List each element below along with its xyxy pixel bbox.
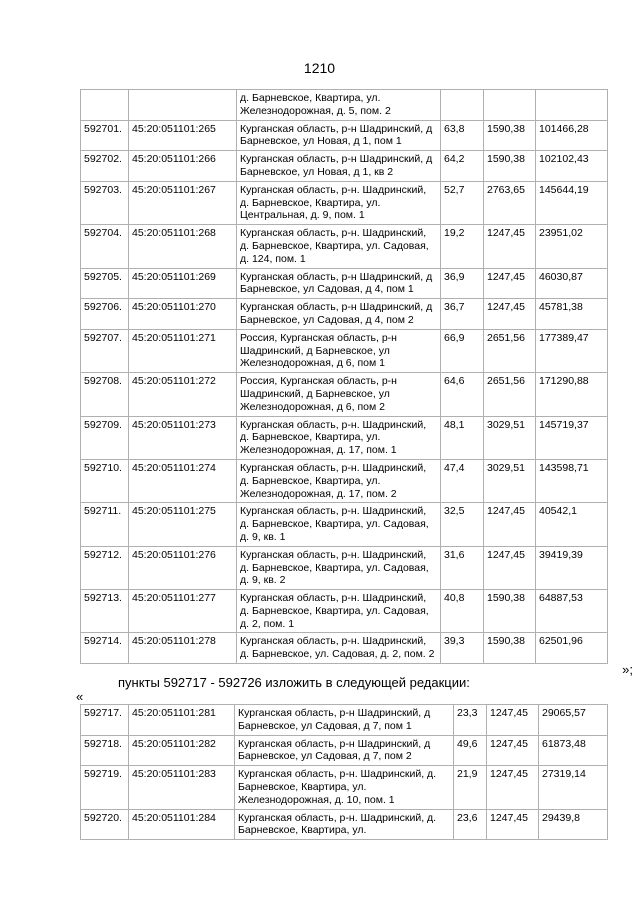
cadastral-number-cell: 45:20:051101:283 (129, 766, 235, 809)
table-row (81, 90, 608, 121)
value-cell: 29439,8 (539, 809, 608, 840)
address-cell: Курганская область, р-н Шадринский, д Барневское, ул Садовая, д 7, пом 2 (235, 735, 454, 766)
cadastral-number-cell: 45:20:051101:268 (129, 225, 237, 268)
area-cell: 32,5 (441, 503, 484, 546)
address-cell: Курганская область, р-н Шадринский, д Барневское, ул Садовая, д 4, пом 1 (237, 268, 441, 299)
row-number-cell: 592707. (81, 329, 129, 372)
row-number-cell: 592713. (81, 590, 129, 633)
area-cell: 52,7 (441, 181, 484, 224)
value-cell: 145644,19 (536, 181, 608, 224)
rate-cell: 1247,45 (484, 225, 536, 268)
row-number-cell: 592712. (81, 546, 129, 589)
cadastral-number-cell: 45:20:051101:278 (129, 633, 237, 664)
address-cell: Курганская область, р-н Шадринский, д Барневское, ул Садовая, д 4, пом 2 (237, 299, 441, 330)
area-cell: 31,6 (441, 546, 484, 589)
value-cell: 145719,37 (536, 416, 608, 459)
table-row (81, 416, 608, 459)
cadastral-table-1 (80, 89, 608, 664)
value-cell: 29065,57 (539, 705, 608, 736)
row-number-cell: 592706. (81, 299, 129, 330)
row-number-cell: 592718. (81, 735, 129, 766)
area-cell: 19,2 (441, 225, 484, 268)
address-cell: Курганская область, р-н. Шадринский, д. Барневское, ул. Садовая, д. 2, пом. 2 (237, 633, 441, 664)
table-row (81, 633, 608, 664)
cadastral-number-cell: 45:20:051101:271 (129, 329, 237, 372)
value-cell (536, 90, 608, 121)
table-row (81, 735, 608, 766)
row-number-cell: 592701. (81, 120, 129, 151)
cadastral-number-cell: 45:20:051101:265 (129, 120, 237, 151)
cadastral-number-cell: 45:20:051101:267 (129, 181, 237, 224)
row-number-cell: 592719. (81, 766, 129, 809)
address-cell: Курганская область, р-н. Шадринский, д. Барневское, Квартира, ул. Садовая, д. 9, кв. 2 (237, 546, 441, 589)
rate-cell: 2763,65 (484, 181, 536, 224)
cadastral-number-cell: 45:20:051101:277 (129, 590, 237, 633)
row-number-cell: 592720. (81, 809, 129, 840)
value-cell: 23951,02 (536, 225, 608, 268)
rate-cell: 1247,45 (487, 735, 539, 766)
area-cell: 64,6 (441, 373, 484, 416)
table-row (81, 120, 608, 151)
value-cell: 62501,96 (536, 633, 608, 664)
table-row (81, 546, 608, 589)
address-cell: Курганская область, р-н Шадринский, д Барневское, ул Новая, д 1, пом 1 (237, 120, 441, 151)
value-cell: 46030,87 (536, 268, 608, 299)
area-cell: 36,7 (441, 299, 484, 330)
address-cell: Россия, Курганская область, р-н Шадринский, д Барневское, ул Железнодорожная, д 6, пом 2 (237, 373, 441, 416)
address-cell: Россия, Курганская область, р-н Шадринский, д Барневское, ул Железнодорожная, д 6, пом 1 (237, 329, 441, 372)
rate-cell: 1247,45 (487, 809, 539, 840)
table-row (81, 373, 608, 416)
row-number-cell: 592704. (81, 225, 129, 268)
table-row (81, 151, 608, 182)
rate-cell: 1590,38 (484, 633, 536, 664)
value-cell: 45781,38 (536, 299, 608, 330)
address-cell: Курганская область, р-н. Шадринский, д. Барневское, Квартира, ул. Железнодорожная, д. 17, пом. 2 (237, 459, 441, 502)
value-cell: 102102,43 (536, 151, 608, 182)
area-cell: 47,4 (441, 459, 484, 502)
cadastral-number-cell: 45:20:051101:272 (129, 373, 237, 416)
rate-cell: 1247,45 (487, 705, 539, 736)
value-cell: 64887,53 (536, 590, 608, 633)
cadastral-number-cell: 45:20:051101:270 (129, 299, 237, 330)
value-cell: 171290,88 (536, 373, 608, 416)
rate-cell: 1247,45 (484, 268, 536, 299)
rate-cell: 1590,38 (484, 151, 536, 182)
table-row (81, 766, 608, 809)
rate-cell: 3029,51 (484, 416, 536, 459)
area-cell: 23,6 (454, 809, 487, 840)
cadastral-number-cell: 45:20:051101:266 (129, 151, 237, 182)
area-cell: 40,8 (441, 590, 484, 633)
table-row (81, 181, 608, 224)
table-row (81, 299, 608, 330)
row-number-cell: 592710. (81, 459, 129, 502)
cadastral-number-cell: 45:20:051101:269 (129, 268, 237, 299)
row-number-cell: 592702. (81, 151, 129, 182)
value-cell: 27319,14 (539, 766, 608, 809)
address-cell: Курганская область, р-н Шадринский, д Барневское, ул Садовая, д 7, пом 1 (235, 705, 454, 736)
area-cell: 23,3 (454, 705, 487, 736)
address-cell: д. Барневское, Квартира, ул. Железнодорожная, д. 5, пом. 2 (237, 90, 441, 121)
row-number-cell: 592714. (81, 633, 129, 664)
cadastral-number-cell: 45:20:051101:282 (129, 735, 235, 766)
rate-cell: 1247,45 (484, 546, 536, 589)
row-number-cell: 592709. (81, 416, 129, 459)
address-cell: Курганская область, р-н. Шадринский, д. Барневское, Квартира, ул. Садовая, д. 2, пом. 1 (237, 590, 441, 633)
address-cell: Курганская область, р-н. Шадринский, д. Барневское, Квартира, ул. Центральная, д. 9, пом. 1 (237, 181, 441, 224)
cadastral-number-cell: 45:20:051101:276 (129, 546, 237, 589)
address-cell: Курганская область, р-н. Шадринский, д. Барневское, Квартира, ул. Железнодорожная, д. 17, пом. 1 (237, 416, 441, 459)
opening-quote: « (76, 689, 84, 704)
table-row (81, 590, 608, 633)
address-cell: Курганская область, р-н. Шадринский, д. Барневское, Квартира, ул. Садовая, д. 9, кв. 1 (237, 503, 441, 546)
cadastral-number-cell: 45:20:051101:284 (129, 809, 235, 840)
area-cell: 64,2 (441, 151, 484, 182)
area-cell: 21,9 (454, 766, 487, 809)
cadastral-number-cell: 45:20:051101:275 (129, 503, 237, 546)
value-cell: 177389,47 (536, 329, 608, 372)
table-row (81, 503, 608, 546)
row-number-cell: 592705. (81, 268, 129, 299)
table-row (81, 459, 608, 502)
value-cell: 39419,39 (536, 546, 608, 589)
rate-cell: 1590,38 (484, 120, 536, 151)
area-cell (441, 90, 484, 121)
table-row (81, 329, 608, 372)
amendment-intro-text: пункты 592717 - 592726 изложить в следующей редакции: (118, 675, 470, 690)
value-cell: 61873,48 (539, 735, 608, 766)
cadastral-number-cell: 45:20:051101:274 (129, 459, 237, 502)
area-cell: 63,8 (441, 120, 484, 151)
row-number-cell: 592708. (81, 373, 129, 416)
rate-cell (484, 90, 536, 121)
cadastral-number-cell (129, 90, 237, 121)
cadastral-number-cell: 45:20:051101:273 (129, 416, 237, 459)
cadastral-table-2 (80, 704, 608, 840)
row-number-cell (81, 90, 129, 121)
table-row (81, 705, 608, 736)
address-cell: Курганская область, р-н. Шадринский, д. Барневское, Квартира, ул. Садовая, д. 124, пом. 1 (237, 225, 441, 268)
rate-cell: 1247,45 (487, 766, 539, 809)
row-number-cell: 592711. (81, 503, 129, 546)
value-cell: 101466,28 (536, 120, 608, 151)
table-row (81, 268, 608, 299)
area-cell: 48,1 (441, 416, 484, 459)
address-cell: Курганская область, р-н. Шадринский, д. Барневское, Квартира, ул. Железнодорожная, д. 10, пом. 1 (235, 766, 454, 809)
area-cell: 36,9 (441, 268, 484, 299)
cadastral-number-cell: 45:20:051101:281 (129, 705, 235, 736)
row-number-cell: 592717. (81, 705, 129, 736)
row-number-cell: 592703. (81, 181, 129, 224)
closing-quote: »; (622, 662, 633, 677)
area-cell: 66,9 (441, 329, 484, 372)
page-number: 1210 (303, 60, 336, 76)
table-row (81, 809, 608, 840)
value-cell: 40542,1 (536, 503, 608, 546)
area-cell: 39,3 (441, 633, 484, 664)
rate-cell: 1247,45 (484, 503, 536, 546)
table-row (81, 225, 608, 268)
rate-cell: 1247,45 (484, 299, 536, 330)
rate-cell: 2651,56 (484, 329, 536, 372)
rate-cell: 3029,51 (484, 459, 536, 502)
rate-cell: 2651,56 (484, 373, 536, 416)
address-cell: Курганская область, р-н. Шадринский, д. Барневское, Квартира, ул. (235, 809, 454, 840)
address-cell: Курганская область, р-н Шадринский, д Барневское, ул Новая, д 1, кв 2 (237, 151, 441, 182)
area-cell: 49,6 (454, 735, 487, 766)
value-cell: 143598,71 (536, 459, 608, 502)
rate-cell: 1590,38 (484, 590, 536, 633)
